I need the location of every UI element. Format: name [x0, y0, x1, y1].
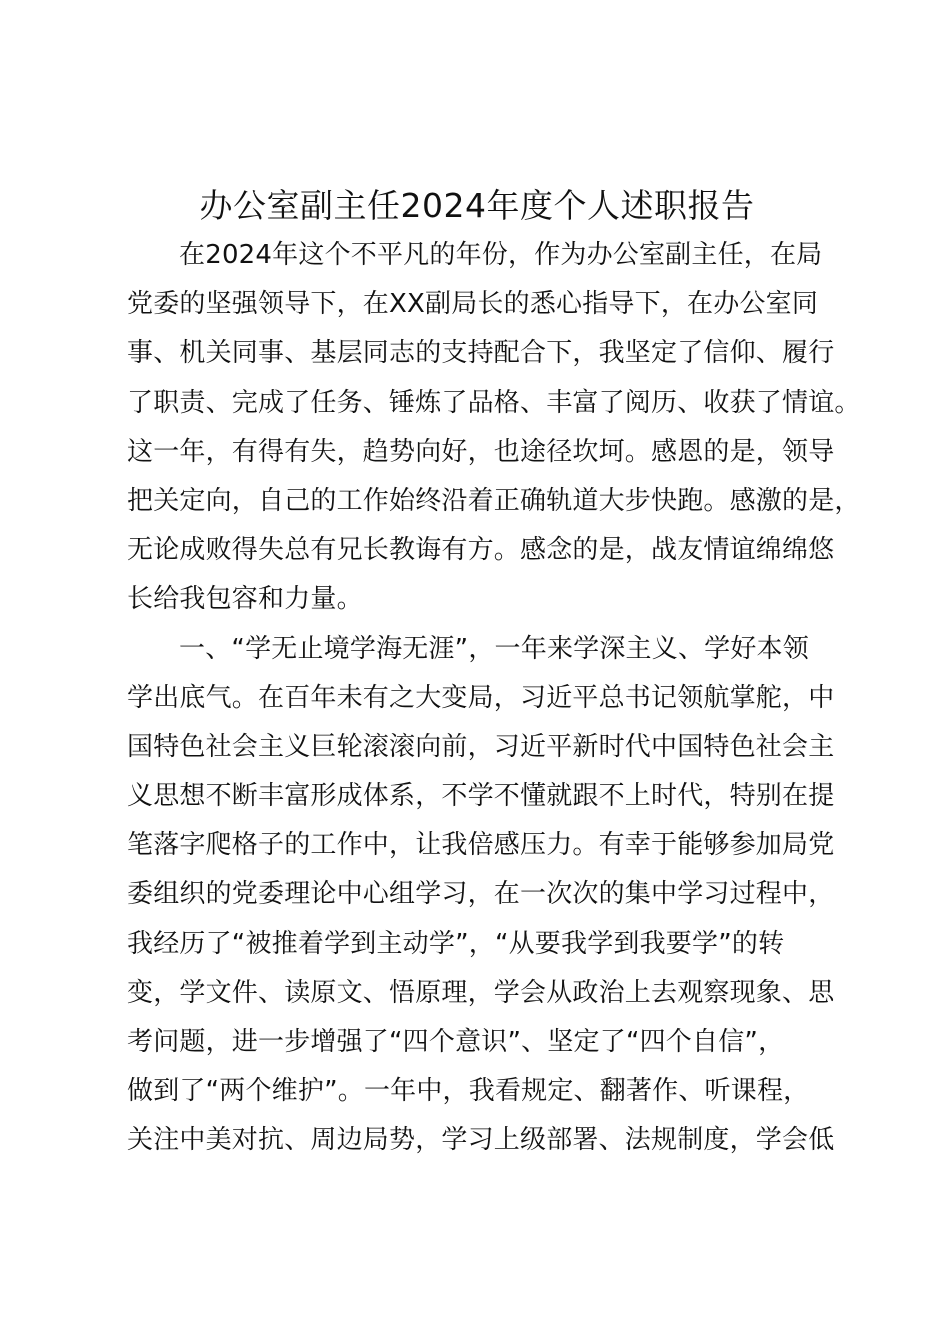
paragraph-line: 关注中美对抗、周边局势，学习上级部署、法规制度，学会低	[127, 1125, 835, 1156]
paragraph-line: 一、“学无止境学海无涯”，一年来学深主义、学好本领	[179, 633, 809, 664]
paragraph-line: 国特色社会主义巨轮滚滚向前，习近平新时代中国特色社会主	[127, 731, 835, 762]
paragraph-line: 把关定向，自己的工作始终沿着正确轨道大步快跑。感激的是，	[127, 485, 861, 516]
paragraph-line: 变，学文件、读原文、悟原理，学会从政治上去观察现象、思	[127, 977, 835, 1008]
paragraph-line: 委组织的党委理论中心组学习，在一次次的集中学习过程中，	[127, 879, 835, 910]
paragraph-line: 学出底气。在百年未有之大变局，习近平总书记领航掌舵，中	[127, 682, 835, 713]
paragraph-line: 了职责、完成了任务、锤炼了品格、丰富了阅历、收获了情谊。	[127, 387, 861, 418]
paragraph-line: 在2024年这个不平凡的年份，作为办公室副主任，在局	[179, 240, 823, 270]
paragraph-line: 长给我包容和力量。	[127, 584, 363, 615]
paragraph-line: 考问题，进一步增强了“四个意识”、坚定了“四个自信”，	[127, 1027, 785, 1057]
paragraph-line: 党委的坚强领导下，在XX副局长的悉心指导下，在办公室同	[127, 289, 819, 320]
document-body	[127, 231, 861, 1166]
paragraph-line: 做到了“两个维护”。一年中，我看规定、翻著作、听课程，	[127, 1076, 810, 1107]
paragraph-line: 事、机关同事、基层同志的支持配合下，我坚定了信仰、履行	[127, 338, 835, 369]
document-title: 办公室副主任2024年度个人述职报告	[199, 186, 755, 225]
paragraph-line: 我经历了“被推着学到主动学”，“从要我学到我要学”的转	[127, 928, 785, 959]
paragraph-line: 这一年，有得有失，趋势向好，也途径坎坷。感恩的是，领导	[127, 436, 835, 467]
paragraph-line: 笔落字爬格子的工作中，让我倍感压力。有幸于能够参加局党	[127, 830, 835, 861]
paragraph-line: 无论成败得失总有兄长教诲有方。感念的是，战友情谊绵绵悠	[127, 535, 835, 566]
paragraph-line: 义思想不断丰富形成体系，不学不懂就跟不上时代，特别在提	[127, 781, 835, 812]
